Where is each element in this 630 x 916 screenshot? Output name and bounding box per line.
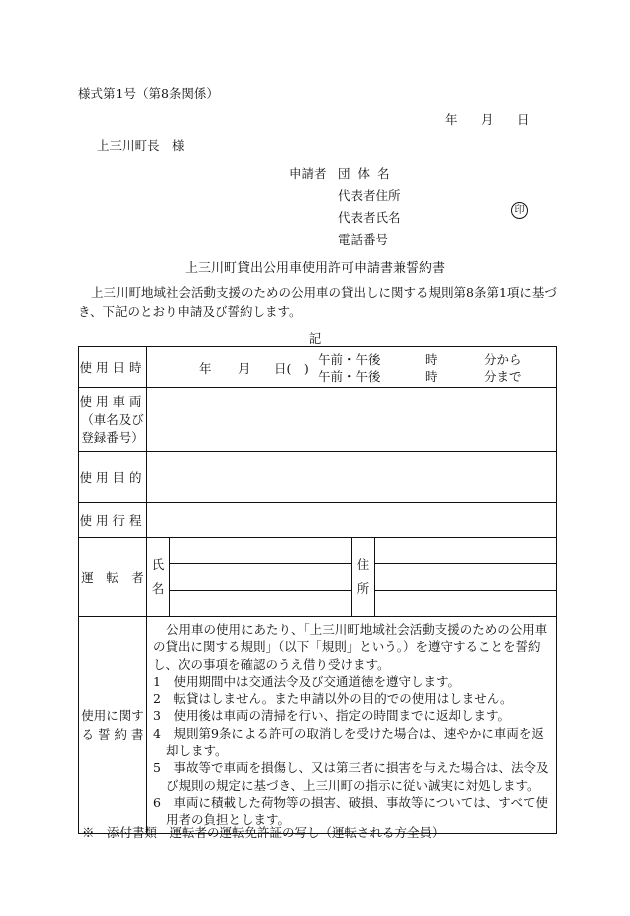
driver-address-input-3[interactable] [375, 591, 556, 616]
route-field[interactable] [147, 503, 557, 538]
attachment-note: ※ 添付書類 運転者の運転免許証の写し（運転される方全員） [82, 825, 445, 840]
driver-address-input-1[interactable] [375, 538, 556, 564]
driver-name-input-3[interactable] [170, 591, 351, 616]
name-mark: 氏 名 [147, 538, 170, 616]
hour-from: 時 [425, 351, 438, 367]
date-day: 日 [517, 112, 530, 127]
pledge-item: 1 使用期間中は交通法令及び交通道徳を遵守します。 [153, 673, 460, 689]
addressee: 上三川町長 様 [97, 138, 185, 153]
minute-from: 分から [484, 351, 522, 367]
intro-text: 上三川町地域社会活動支援のための公用車の貸出しに関する規則第8条第1項に基づき、下記のとおり申請及び誓約します。 [78, 285, 557, 319]
seal-mark: 印 [511, 202, 528, 219]
pledge-item: 2 転貸はしません。また申請以外の目的での使用はしません。 [153, 691, 513, 707]
minute-to: 分まで [484, 368, 522, 384]
rep-name-label: 代表者氏名 [338, 210, 401, 225]
date-month: 月 [481, 112, 494, 127]
rep-address-label: 代表者住所 [338, 188, 401, 203]
driver-name-input-1[interactable] [170, 538, 351, 564]
month-label: 月 [238, 360, 251, 376]
date-line [445, 110, 530, 128]
pledge-item: 3 使用後は車両の清掃を行い、指定の時間までに返却します。 [153, 708, 510, 724]
usage-datetime-label: 使用日時 [79, 347, 147, 388]
phone-label: 電話番号 [338, 232, 389, 247]
day-label: 日( ) [274, 360, 309, 376]
document-title: 上三川町貸出公用車使用許可申請書兼誓約書 [184, 261, 445, 276]
pledge-item: 6 車両に積載した荷物等の損害、破損、事故等については、すべて使用者の負担とします。 [153, 794, 548, 828]
driver-field [147, 538, 557, 617]
year-label: 年 [199, 360, 212, 376]
hour-to: 時 [425, 368, 438, 384]
pledge-item: 5 事故等で車両を損傷し、又は第三者に損害を与えた場合は、法令及び規則の規定に基づき、上三川町の指示に従い誠実に対処します。 [153, 760, 549, 793]
driver-address-input-2[interactable] [375, 564, 556, 590]
applicant-label: 申請者 [289, 166, 327, 181]
form-number: 様式第1号（第8条関係） [78, 86, 219, 101]
ampm-to: 午前・午後 [318, 368, 381, 384]
driver-address-cells [375, 538, 556, 616]
application-table [78, 346, 557, 834]
ki-heading: 記 [308, 331, 322, 346]
date-year: 年 [445, 112, 458, 127]
driver-name-input-2[interactable] [170, 564, 351, 590]
ampm-from: 午前・午後 [318, 351, 381, 367]
route-label: 使用行程 [79, 503, 147, 538]
usage-datetime-field[interactable] [147, 347, 557, 388]
address-mark: 住 所 [351, 538, 375, 616]
purpose-field[interactable] [147, 452, 557, 503]
pledge-item: 4 規則第9条による許可の取消しを受けた場合は、速やかに車両を返却します。 [153, 725, 544, 759]
pledge-label: 使用に関す る 誓 約 書 [79, 617, 147, 834]
pledge-text [147, 617, 557, 834]
pledge-lead: 公用車の使用にあたり、「上三川町地域社会活動支援のための公用車の貸出に関する規則」（以下「規則」という。）を遵守することを誓約し、次の事項を確認のうえ借り受けます。 [153, 622, 548, 672]
driver-name-cells [170, 538, 351, 616]
org-name-label: 団体名 [338, 166, 397, 181]
vehicle-field[interactable] [147, 388, 557, 452]
purpose-label: 使用目的 [79, 452, 147, 503]
driver-label: 運 転 者 [79, 538, 147, 617]
vehicle-label: 使用車両 （車名及び 登録番号） [79, 388, 147, 452]
